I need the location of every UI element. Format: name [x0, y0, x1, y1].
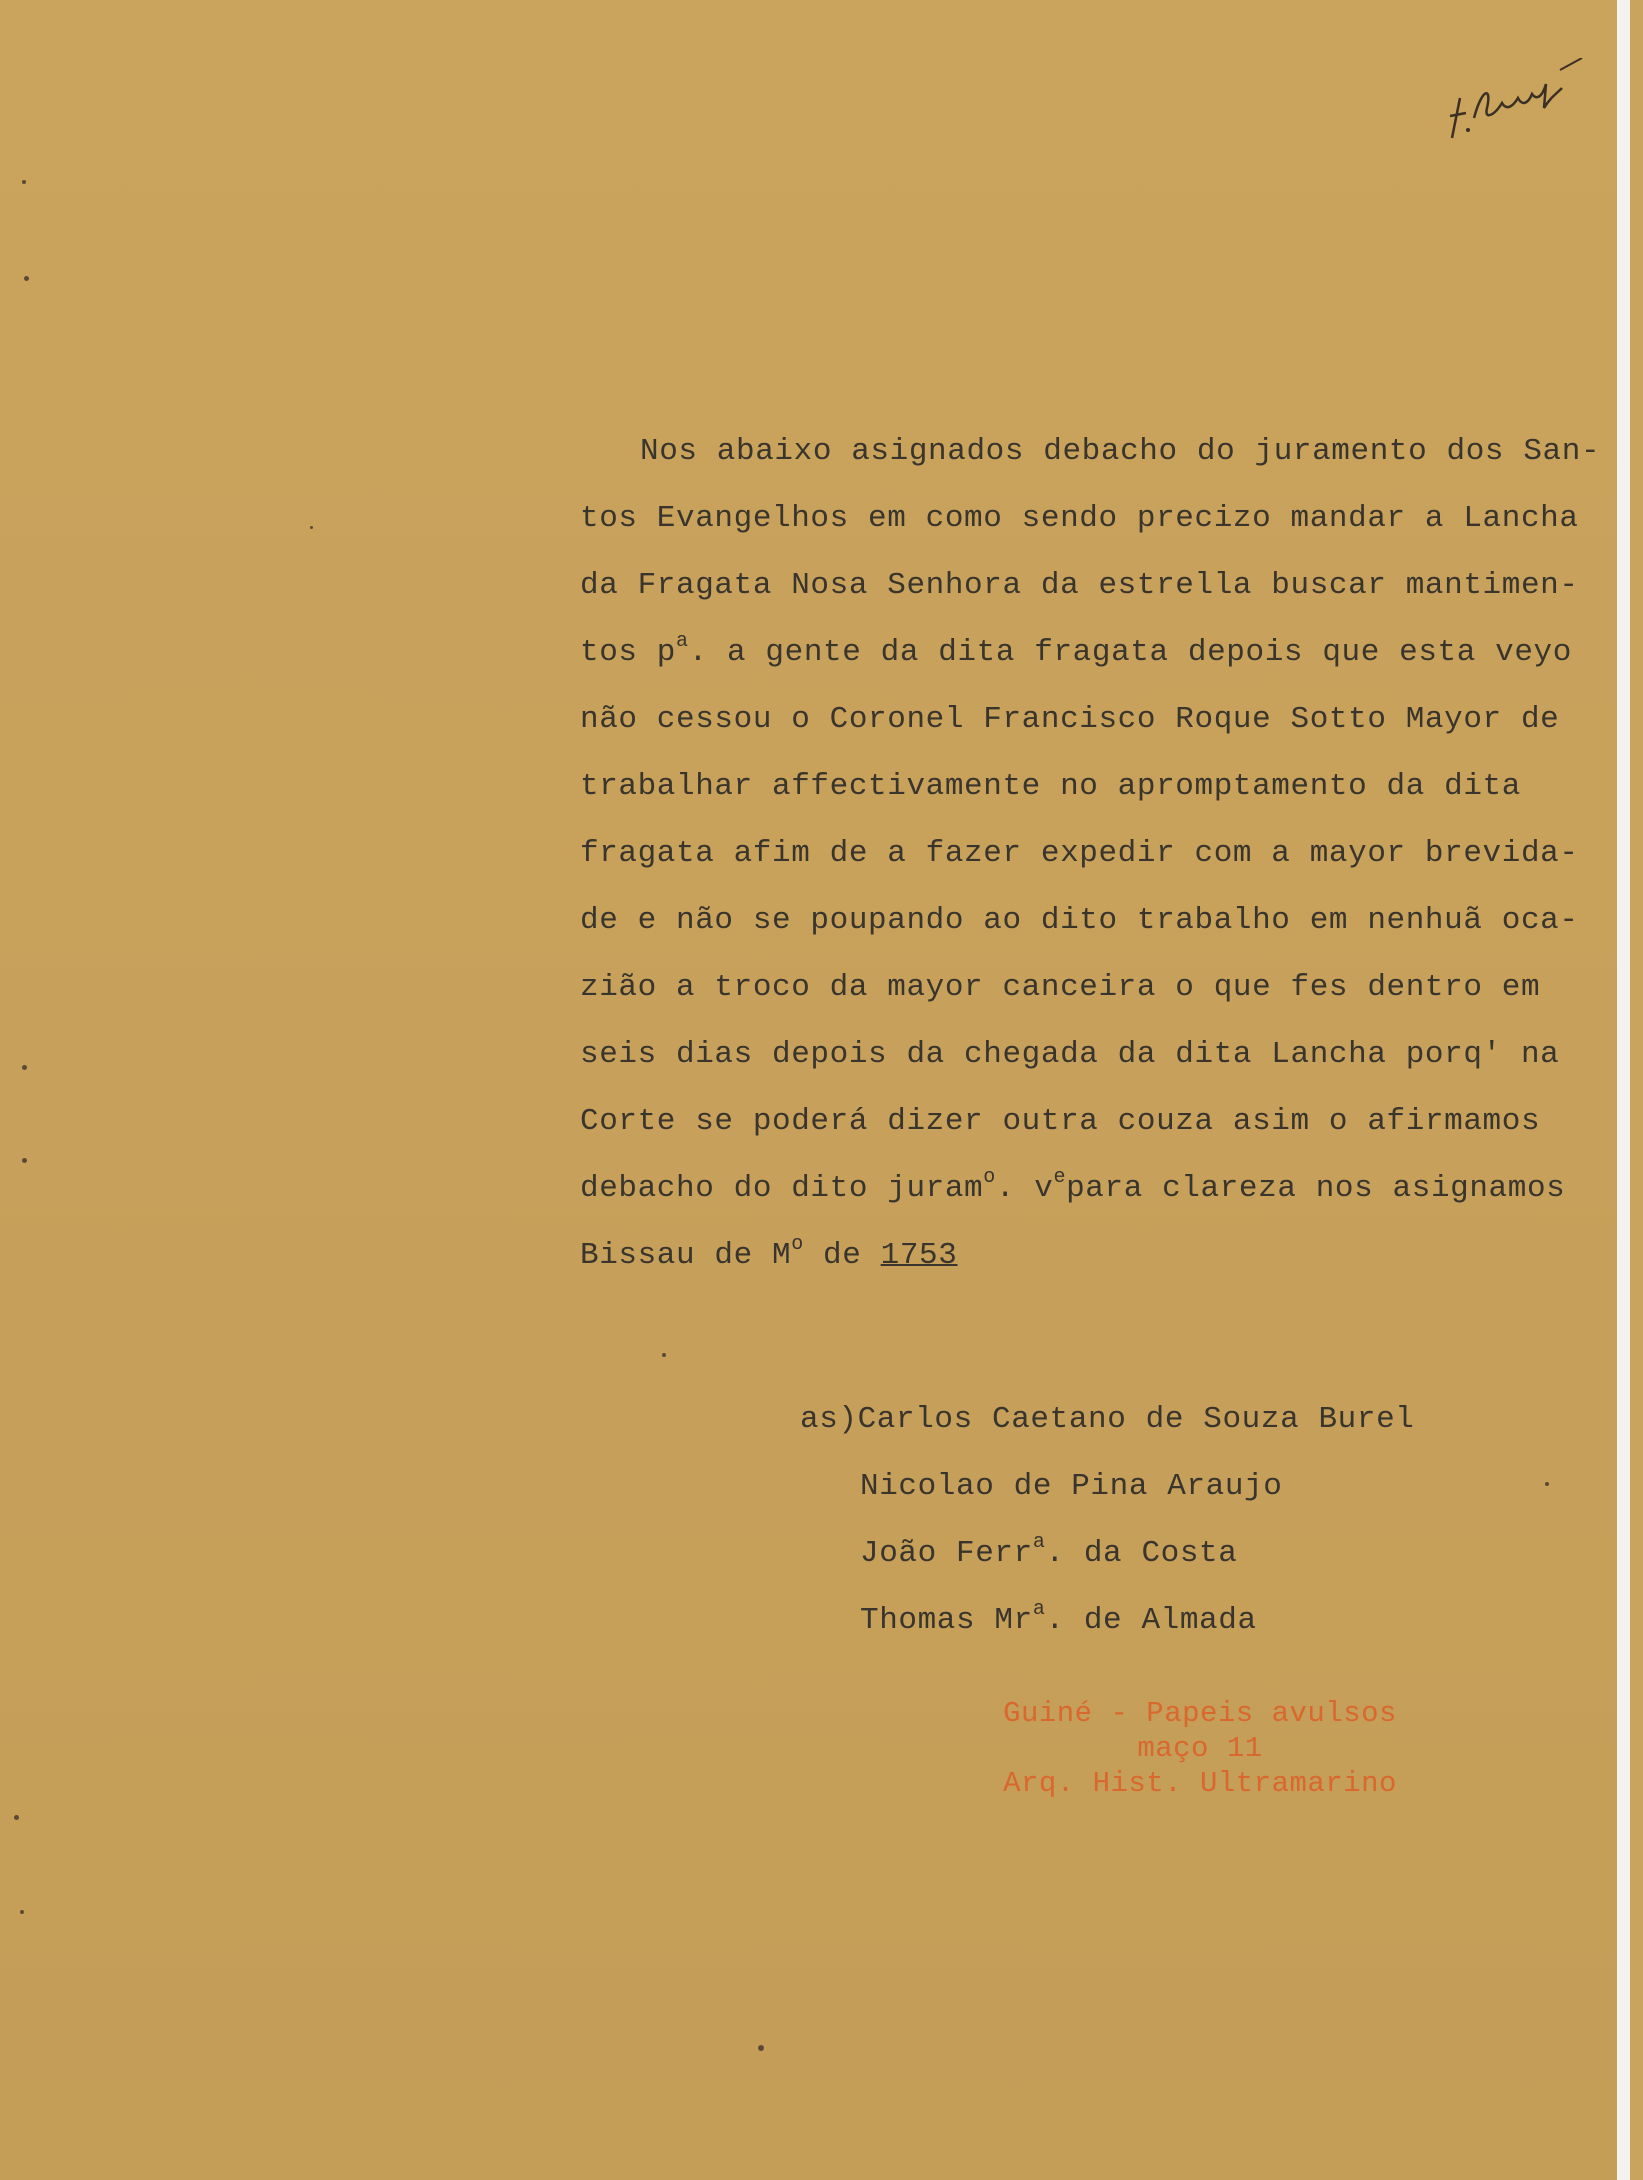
body-line: Nos abaixo asignados debacho do juramento dos San- — [640, 434, 1601, 469]
signature-prefix: as) — [800, 1402, 858, 1437]
text-segment: Bissau de M — [580, 1238, 792, 1273]
letter-body — [580, 418, 1620, 1289]
archive-stamp — [900, 1696, 1500, 1801]
text-segment: debacho do dito juram — [580, 1171, 984, 1206]
body-line-juram — [580, 1155, 1620, 1222]
paper-speck — [662, 1353, 666, 1357]
stamp-line: Guiné - Papeis avulsos — [1003, 1697, 1397, 1730]
paper-speck — [14, 1815, 19, 1820]
text-segment: para clareza nos asignamos — [1066, 1171, 1566, 1206]
text-segment: . da Costa — [1045, 1536, 1238, 1571]
paper-speck — [310, 526, 313, 529]
paper-speck — [22, 180, 26, 184]
paper-speck — [20, 1910, 24, 1914]
superscript: e — [1053, 1166, 1067, 1189]
text-segment: . a gente da dita fragata depois que esta veyo — [688, 635, 1572, 670]
stamp-line: Arq. Hist. Ultramarino — [1003, 1767, 1397, 1800]
body-line-pa — [580, 619, 1620, 686]
text-segment: . v — [995, 1171, 1054, 1206]
superscript: a — [676, 630, 689, 653]
body-line: de e não se poupando ao dito trabalho em nenhuã oca- — [580, 903, 1579, 938]
superscript: o — [983, 1166, 996, 1189]
body-line: da Fragata Nosa Senhora da estrella buscar mantimen- — [580, 568, 1579, 603]
paper-speck — [758, 2045, 764, 2051]
paper-speck — [22, 1065, 27, 1070]
signature-line — [800, 1386, 1500, 1453]
handwritten-initials-drawing — [1432, 58, 1592, 148]
signature-name: Carlos Caetano de Souza Burel — [857, 1402, 1415, 1437]
body-line: Corte se poderá dizer outra couza asim o afirmamos — [580, 1104, 1541, 1139]
superscript: o — [791, 1233, 804, 1256]
year: 1753 — [880, 1238, 958, 1273]
body-line: seis dias depois da chegada da dita Lancha porq' na — [580, 1037, 1560, 1072]
signature-line: Nicolao de Pina Araujo — [860, 1469, 1283, 1504]
body-line: não cessou o Coronel Francisco Roque Sotto Mayor de — [580, 702, 1560, 737]
signature-line — [800, 1520, 1500, 1587]
superscript: a — [1032, 1598, 1046, 1621]
handwritten-initials — [1432, 58, 1592, 148]
text-segment: de — [803, 1238, 881, 1273]
text-segment: tos p — [580, 635, 677, 670]
body-line: zião a troco da mayor canceira o que fes dentro em — [580, 970, 1541, 1005]
stamp-line: maço 11 — [1137, 1732, 1263, 1765]
body-line: fragata afim de a fazer expedir com a mayor brevida- — [580, 836, 1579, 871]
signature-line — [800, 1587, 1500, 1654]
superscript: a — [1032, 1531, 1046, 1554]
paper-speck — [1545, 1482, 1549, 1486]
body-line: trabalhar affectivamente no aprompt​amento da dita — [580, 769, 1521, 804]
paper-speck — [22, 1158, 27, 1163]
signatures — [800, 1386, 1500, 1654]
paper-speck — [24, 276, 29, 281]
date-line — [580, 1222, 1620, 1289]
text-segment: Thomas Mr — [860, 1603, 1033, 1638]
body-line: tos Evangelhos em como sendo precizo mandar a Lancha — [580, 501, 1579, 536]
text-segment: . de Almada — [1045, 1603, 1257, 1638]
text-segment: João Ferr — [860, 1536, 1033, 1571]
